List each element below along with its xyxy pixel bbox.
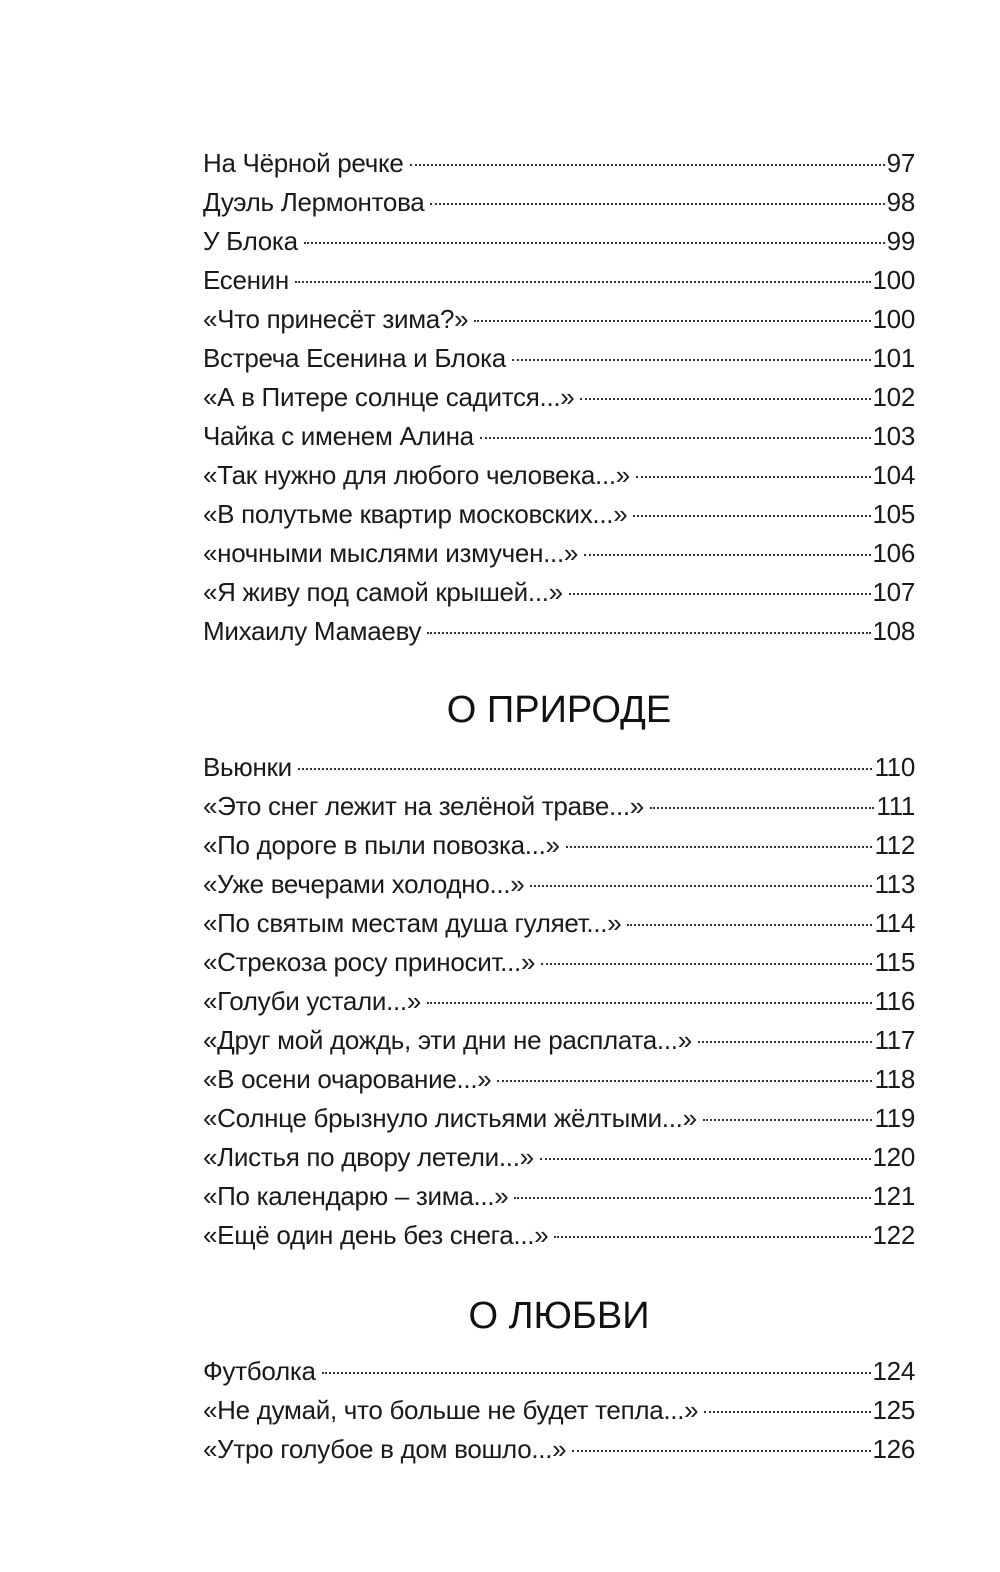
toc-leader-dots xyxy=(298,768,873,770)
toc-entry-page: 110 xyxy=(874,752,915,782)
toc-leader-dots xyxy=(497,1080,872,1082)
toc-entry-page: 115 xyxy=(874,947,915,977)
toc-entry-title: «А в Питере солнце садится...» xyxy=(203,382,575,412)
toc-entry[interactable] xyxy=(203,382,915,421)
toc-leader-dots xyxy=(572,1450,870,1452)
toc-entry-page: 101 xyxy=(872,343,915,373)
section-heading-nature: О ПРИРОДЕ xyxy=(446,689,672,731)
toc-entry[interactable] xyxy=(203,148,915,187)
toc-entry-page: 112 xyxy=(874,830,915,860)
toc-entry-title: «По святым местам душа гуляет...» xyxy=(203,908,622,938)
toc-entry-page: 119 xyxy=(874,1103,915,1133)
toc-entry[interactable] xyxy=(203,947,915,986)
toc-entry[interactable] xyxy=(203,265,915,304)
toc-entry-page: 117 xyxy=(874,1025,915,1055)
toc-entry-title: «Это снег лежит на зелёной траве...» xyxy=(203,791,644,821)
toc-leader-dots xyxy=(541,963,872,965)
toc-entry-page: 102 xyxy=(872,382,915,412)
toc-leader-dots xyxy=(636,476,871,478)
toc-entry-title: Михаилу Мамаеву xyxy=(203,616,422,646)
section-heading-love: О ЛЮБВИ xyxy=(468,1295,650,1337)
toc-entry[interactable] xyxy=(203,304,915,343)
toc-entry-page: 105 xyxy=(872,499,915,529)
toc-leader-dots xyxy=(540,1158,871,1160)
toc-entry[interactable] xyxy=(203,791,915,830)
toc-entry-page: 120 xyxy=(872,1142,915,1172)
toc-leader-dots xyxy=(427,632,870,634)
toc-entry-page: 116 xyxy=(874,986,915,1016)
toc-entry-page: 121 xyxy=(872,1181,915,1211)
toc-leader-dots xyxy=(650,807,874,809)
toc-entry-title: «Ещё один день без снега...» xyxy=(203,1220,549,1250)
toc-entry-page: 100 xyxy=(872,265,915,295)
toc-entry[interactable] xyxy=(203,1064,915,1103)
toc-leader-dots xyxy=(584,554,870,556)
toc-leader-dots xyxy=(295,281,871,283)
toc-entry[interactable] xyxy=(203,1434,915,1473)
toc-entry-title: Чайка с именем Алина xyxy=(203,421,474,451)
toc-leader-dots xyxy=(554,1236,870,1238)
toc-leader-dots xyxy=(698,1041,873,1043)
toc-entry[interactable] xyxy=(203,421,915,460)
toc-entry-page: 125 xyxy=(872,1395,915,1425)
toc-entry-title: Встреча Есенина и Блока xyxy=(203,343,506,373)
toc-entry[interactable] xyxy=(203,1025,915,1064)
toc-entry[interactable] xyxy=(203,830,915,869)
toc-entry[interactable] xyxy=(203,908,915,947)
toc-entry-title: «В полутьме квартир московских...» xyxy=(203,499,628,529)
toc-entry[interactable] xyxy=(203,538,915,577)
toc-leader-dots xyxy=(569,593,871,595)
toc-list-poets xyxy=(203,148,915,655)
toc-entry-title: «Стрекоза росу приносит...» xyxy=(203,947,536,977)
toc-entry-title: «Не думай, что больше не будет тепла...» xyxy=(203,1395,699,1425)
toc-entry-title: «По дороге в пыли повозка...» xyxy=(203,830,560,860)
toc-entry-title: «Листья по двору летели...» xyxy=(203,1142,534,1172)
toc-leader-dots xyxy=(633,515,870,517)
toc-entry-page: 122 xyxy=(872,1220,915,1250)
toc-entry[interactable] xyxy=(203,1181,915,1220)
toc-leader-dots xyxy=(512,359,871,361)
toc-entry[interactable] xyxy=(203,226,915,265)
toc-leader-dots xyxy=(474,320,870,322)
toc-entry[interactable] xyxy=(203,460,915,499)
toc-entry-page: 108 xyxy=(872,616,915,646)
toc-list-love xyxy=(203,1356,915,1473)
toc-entry[interactable] xyxy=(203,1142,915,1181)
toc-entry-page: 98 xyxy=(886,187,915,217)
toc-list-nature xyxy=(203,752,915,1259)
toc-leader-dots xyxy=(430,203,884,205)
toc-entry-title: «ночными мыслями измучен...» xyxy=(203,538,579,568)
toc-entry-page: 126 xyxy=(872,1434,915,1464)
toc-leader-dots xyxy=(566,846,873,848)
toc-entry-page: 106 xyxy=(872,538,915,568)
toc-entry-page: 100 xyxy=(872,304,915,334)
toc-leader-dots xyxy=(703,1119,873,1121)
table-of-contents xyxy=(203,148,915,1473)
toc-leader-dots xyxy=(514,1197,870,1199)
toc-entry[interactable] xyxy=(203,869,915,908)
toc-entry[interactable] xyxy=(203,1356,915,1395)
toc-leader-dots xyxy=(480,437,871,439)
toc-leader-dots xyxy=(427,1002,872,1004)
toc-entry-title: «Что принесёт зима?» xyxy=(203,304,469,334)
toc-leader-dots xyxy=(322,1372,871,1374)
toc-entry[interactable] xyxy=(203,616,915,655)
toc-leader-dots xyxy=(410,164,885,166)
toc-entry-title: Футболка xyxy=(203,1356,316,1386)
toc-entry[interactable] xyxy=(203,343,915,382)
toc-entry-title: «Так нужно для любого человека...» xyxy=(203,460,630,490)
toc-entry-title: «Утро голубое в дом вошло...» xyxy=(203,1434,567,1464)
toc-entry-page: 107 xyxy=(872,577,915,607)
toc-leader-dots xyxy=(704,1411,870,1413)
toc-entry-page: 114 xyxy=(874,908,915,938)
toc-leader-dots xyxy=(304,242,885,244)
toc-entry-page: 104 xyxy=(872,460,915,490)
toc-entry[interactable] xyxy=(203,986,915,1025)
toc-entry-title: Дуэль Лермонтова xyxy=(203,187,425,217)
toc-entry-title: Вьюнки xyxy=(203,752,292,782)
toc-entry-title: «Голуби устали...» xyxy=(203,986,421,1016)
toc-entry-page: 111 xyxy=(876,791,915,821)
toc-entry-page: 124 xyxy=(872,1356,915,1386)
toc-entry-page: 99 xyxy=(886,226,915,256)
toc-entry-title: «Друг мой дождь, эти дни не расплата...» xyxy=(203,1025,692,1055)
toc-entry-page: 103 xyxy=(872,421,915,451)
toc-leader-dots xyxy=(580,398,870,400)
toc-entry-page: 118 xyxy=(874,1064,915,1094)
toc-entry-title: «Я живу под самой крышей...» xyxy=(203,577,563,607)
toc-entry[interactable] xyxy=(203,577,915,616)
toc-entry[interactable] xyxy=(203,1220,915,1259)
toc-entry-title: На Чёрной речке xyxy=(203,148,404,178)
toc-entry[interactable] xyxy=(203,1395,915,1434)
toc-entry[interactable] xyxy=(203,752,915,791)
toc-entry-title: «В осени очарование...» xyxy=(203,1064,492,1094)
toc-entry[interactable] xyxy=(203,499,915,538)
toc-leader-dots xyxy=(530,885,872,887)
toc-entry-title: У Блока xyxy=(203,226,298,256)
toc-entry-title: «Солнце брызнуло листьями жёлтыми...» xyxy=(203,1103,697,1133)
toc-entry-page: 113 xyxy=(874,869,915,899)
toc-entry-title: Есенин xyxy=(203,265,289,295)
toc-entry-title: «По календарю – зима...» xyxy=(203,1181,509,1211)
toc-entry[interactable] xyxy=(203,187,915,226)
toc-leader-dots xyxy=(627,924,872,926)
toc-entry[interactable] xyxy=(203,1103,915,1142)
toc-entry-title: «Уже вечерами холодно...» xyxy=(203,869,525,899)
toc-entry-page: 97 xyxy=(886,148,915,178)
